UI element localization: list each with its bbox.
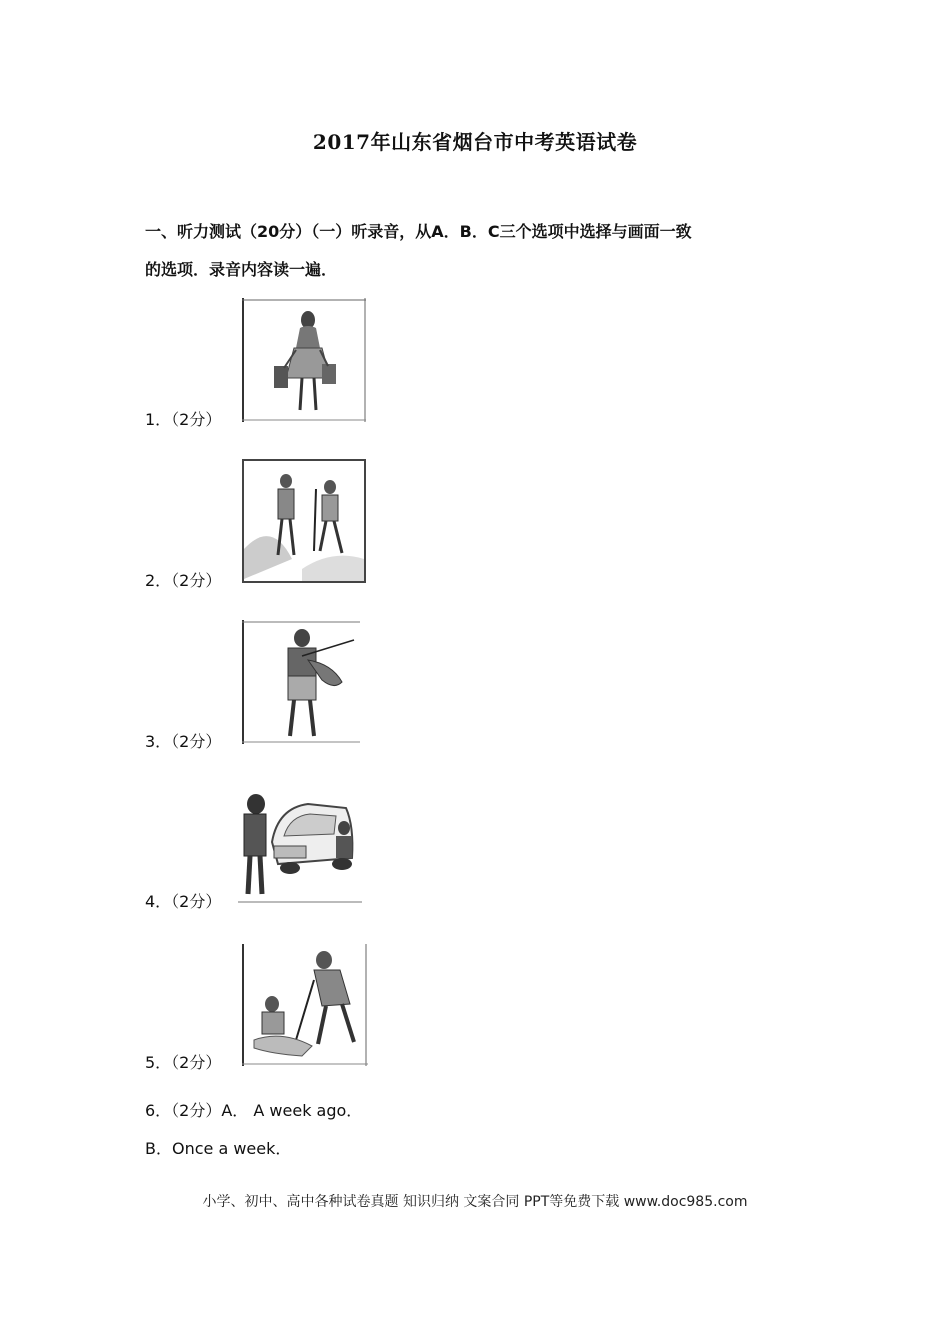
q4-picture-car-repair <box>238 786 364 906</box>
section-line-2: 的选项．录音内容读一遍． <box>145 260 338 279</box>
section-instructions <box>145 213 815 289</box>
question-1-label: 1．（2分） <box>145 410 222 429</box>
question-5-label: 5．（2分） <box>145 1053 222 1072</box>
question-2-label: 2．（2分） <box>145 571 222 590</box>
q3-picture-violin-player <box>242 620 360 744</box>
footer-text: 小学、初中、高中各种试卷真题 知识归纳 文案合同 PPT等免费下载 www.doc985.com <box>202 1194 748 1210</box>
question-4-label: 4．（2分） <box>145 892 222 911</box>
section-line-1: 一、听力测试（20分）（一）听录音，从A．B．C三个选项中选择与画面一致 <box>145 222 692 241</box>
question-6-option-b: B．Once a week． <box>145 1139 292 1158</box>
question-6-option-a: 6．（2分）A． A week ago． <box>145 1101 363 1120</box>
q2-picture-hikers <box>242 459 366 583</box>
question-3-label: 3．（2分） <box>145 732 222 751</box>
page-title: 2017年山东省烟台市中考英语试卷 <box>312 130 638 154</box>
q5-picture-digging <box>242 944 368 1066</box>
q1-picture-shopping-girl <box>242 298 366 422</box>
